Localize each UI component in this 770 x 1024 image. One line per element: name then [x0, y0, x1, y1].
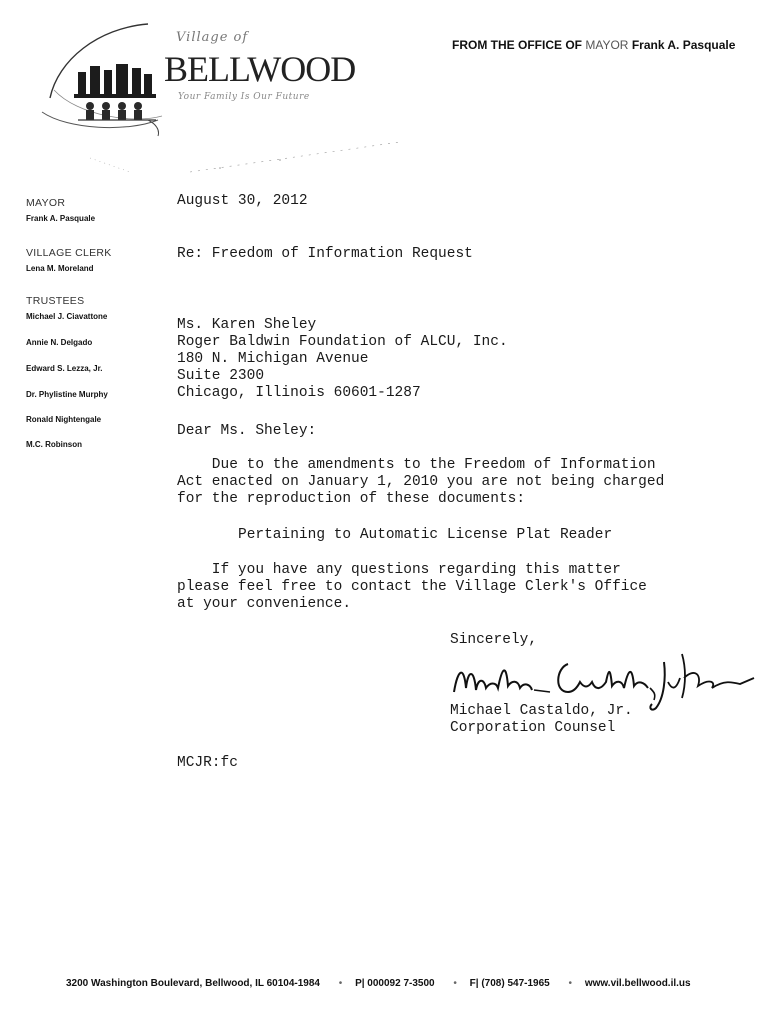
- mayor-title: MAYOR: [26, 197, 66, 209]
- closing: Sincerely,: [450, 632, 538, 648]
- trustee-name: Dr. Phylistine Murphy: [26, 390, 108, 399]
- body-line: at your convenience.: [177, 596, 352, 612]
- footer-phone: P| 000092 7-3500: [355, 978, 435, 989]
- letterhead-footer: [66, 978, 697, 989]
- separator: •: [453, 978, 457, 989]
- body-line: for the reproduction of these documents:: [177, 491, 526, 507]
- salutation: Dear Ms. Sheley:: [177, 423, 317, 439]
- address-line: Chicago, Illinois 60601-1287: [177, 385, 421, 401]
- address-line: Roger Baldwin Foundation of ALCU, Inc.: [177, 334, 508, 350]
- scan-speckle: [70, 138, 420, 188]
- signer-title: Corporation Counsel: [450, 720, 616, 736]
- address-line: Suite 2300: [177, 368, 265, 384]
- separator: •: [568, 978, 573, 989]
- footer-address: 3200 Washington Boulevard, Bellwood, IL 60104-1984: [66, 978, 320, 989]
- trustee-name: Ronald Nightengale: [26, 415, 102, 424]
- letter-subject: Re: Freedom of Information Request: [177, 246, 473, 262]
- address-line: Ms. Karen Sheley: [177, 317, 317, 333]
- typist-initials: MCJR:fc: [177, 755, 238, 771]
- clerk-name: Lena M. Moreland: [26, 264, 94, 273]
- footer-fax: F| (708) 547-1965: [469, 978, 550, 989]
- office-name: Frank A. Pasquale: [631, 38, 736, 52]
- office-of-line: [452, 38, 735, 52]
- logo-village-word: Village of: [176, 30, 249, 45]
- logo-tagline: Your Family Is Our Future: [178, 92, 310, 102]
- trustee-name: Edward S. Lezza, Jr.: [26, 364, 103, 373]
- body-line: Due to the amendments to the Freedom of Information: [177, 457, 656, 473]
- recipient-address: [177, 317, 508, 402]
- office-prefix: FROM THE OFFICE OF: [452, 38, 582, 52]
- separator: •: [338, 978, 343, 989]
- body-line: If you have any questions regarding this matter: [177, 562, 621, 578]
- body-line: please feel free to contact the Village Clerk's Office: [177, 579, 647, 595]
- document-item: Pertaining to Automatic License Plat Reader: [238, 527, 613, 543]
- clerk-title: VILLAGE CLERK: [26, 247, 112, 259]
- signer-block: [450, 703, 633, 737]
- body-paragraph-1: [177, 457, 664, 508]
- footer-website: www.vil.bellwood.il.us: [584, 978, 691, 989]
- mayor-name: Frank A. Pasquale: [26, 214, 96, 223]
- trustee-name: Annie N. Delgado: [26, 338, 93, 347]
- logo-village-name: BELLWOOD: [164, 49, 356, 89]
- body-line: Act enacted on January 1, 2010 you are not being charged: [177, 474, 665, 490]
- address-line: 180 N. Michigan Avenue: [177, 351, 369, 367]
- body-paragraph-2: [177, 562, 647, 613]
- letter-date: August 30, 2012: [177, 193, 308, 209]
- signer-name: Michael Castaldo, Jr.: [450, 703, 633, 719]
- trustee-name: Michael J. Ciavattone: [26, 312, 108, 321]
- office-role: MAYOR: [585, 38, 629, 52]
- trustees-title: TRUSTEES: [26, 295, 85, 307]
- trustee-name: M.C. Robinson: [26, 440, 82, 449]
